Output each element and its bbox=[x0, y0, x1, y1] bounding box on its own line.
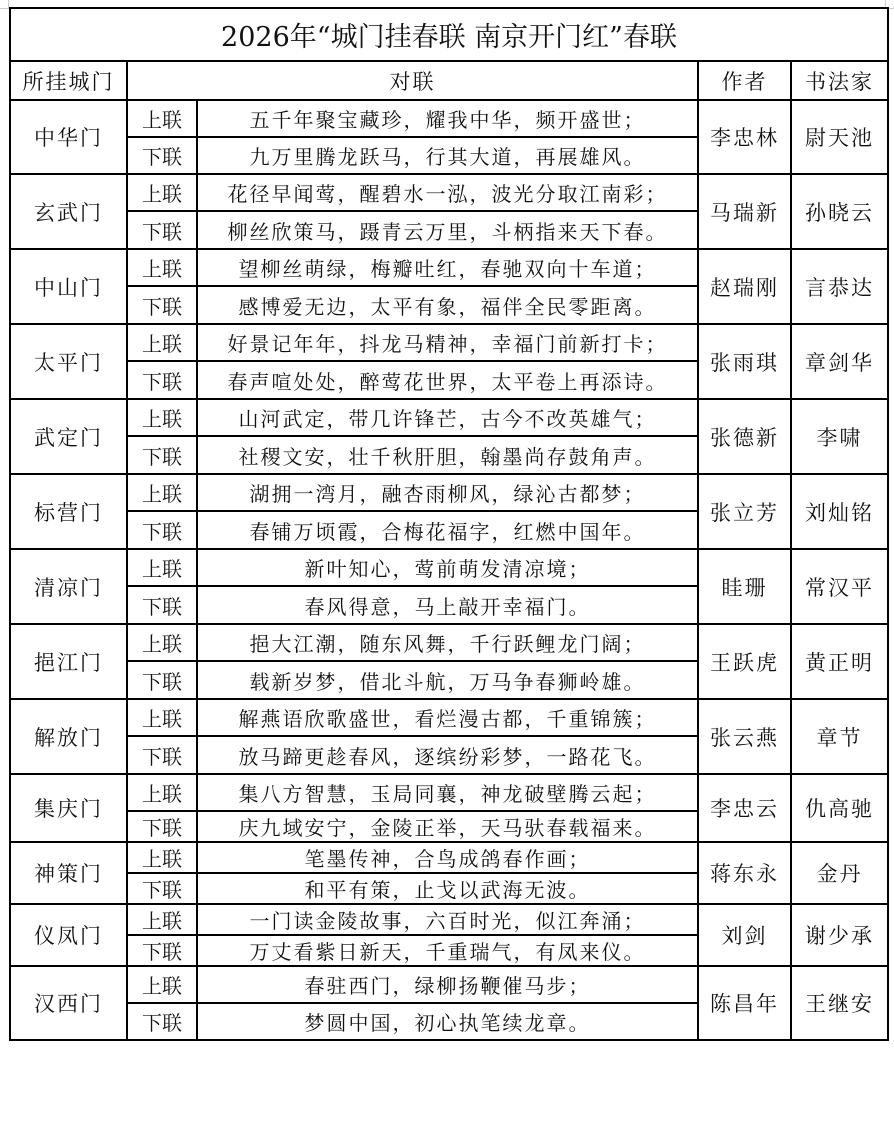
upper-label: 上联 bbox=[127, 399, 197, 436]
lower-label: 下联 bbox=[127, 1003, 197, 1040]
upper-label: 上联 bbox=[127, 842, 197, 873]
gate-name: 中山门 bbox=[10, 249, 127, 324]
author-name: 张立芳 bbox=[698, 474, 791, 549]
upper-label: 上联 bbox=[127, 624, 197, 661]
upper-couplet: 新叶知心，莺前萌发清凉境； bbox=[197, 549, 698, 586]
upper-couplet: 集八方智慧，玉局同襄，神龙破壁腾云起； bbox=[197, 774, 698, 811]
couplet-table bbox=[9, 7, 889, 1041]
upper-couplet: 山河武定，带几许锋芒，古今不改英雄气； bbox=[197, 399, 698, 436]
table-title: 2026年“城门挂春联 南京开门红”春联 bbox=[10, 8, 888, 61]
lower-couplet: 载新岁梦，借北斗航，万马争春狮岭雄。 bbox=[197, 661, 698, 699]
gate-name: 武定门 bbox=[10, 399, 127, 474]
author-name: 眭珊 bbox=[698, 549, 791, 624]
lower-couplet: 和平有策，止戈以武海无波。 bbox=[197, 873, 698, 904]
lower-couplet: 九万里腾龙跃马，行其大道，再展雄风。 bbox=[197, 137, 698, 174]
calligrapher-name: 王继安 bbox=[791, 966, 888, 1040]
header-couplet: 对联 bbox=[127, 61, 698, 100]
author-name: 马瑞新 bbox=[698, 174, 791, 249]
lower-couplet: 放马蹄更趁春风，逐缤纷彩梦，一路花飞。 bbox=[197, 736, 698, 774]
calligrapher-name: 尉天池 bbox=[791, 100, 888, 174]
lower-label: 下联 bbox=[127, 586, 197, 624]
lower-label: 下联 bbox=[127, 661, 197, 699]
gate-name: 挹江门 bbox=[10, 624, 127, 699]
calligrapher-name: 仇高驰 bbox=[791, 774, 888, 842]
gate-name: 仪凤门 bbox=[10, 904, 127, 966]
gate-name: 解放门 bbox=[10, 699, 127, 774]
table-row-upper bbox=[10, 474, 888, 511]
table-row-upper bbox=[10, 774, 888, 811]
gate-name: 玄武门 bbox=[10, 174, 127, 249]
author-name: 张云燕 bbox=[698, 699, 791, 774]
table-row-upper bbox=[10, 549, 888, 586]
calligrapher-name: 刘灿铭 bbox=[791, 474, 888, 549]
lower-label: 下联 bbox=[127, 361, 197, 399]
author-name: 张德新 bbox=[698, 399, 791, 474]
calligrapher-name: 章剑华 bbox=[791, 324, 888, 399]
upper-label: 上联 bbox=[127, 904, 197, 935]
upper-label: 上联 bbox=[127, 474, 197, 511]
upper-couplet: 花径早闻莺，醒碧水一泓，波光分取江南彩； bbox=[197, 174, 698, 211]
lower-label: 下联 bbox=[127, 873, 197, 904]
lower-couplet: 春铺万顷霞，合梅花福字，红燃中国年。 bbox=[197, 511, 698, 549]
calligrapher-name: 章节 bbox=[791, 699, 888, 774]
lower-couplet: 春风得意，马上敲开幸福门。 bbox=[197, 586, 698, 624]
upper-couplet: 望柳丝萌绿，梅瓣吐红，春驰双向十车道； bbox=[197, 249, 698, 286]
author-name: 赵瑞刚 bbox=[698, 249, 791, 324]
table-body bbox=[10, 100, 888, 1040]
upper-couplet: 湖拥一湾月，融杏雨柳风，绿沁古都梦； bbox=[197, 474, 698, 511]
author-name: 李忠林 bbox=[698, 100, 791, 174]
calligrapher-name: 李啸 bbox=[791, 399, 888, 474]
author-name: 张雨琪 bbox=[698, 324, 791, 399]
upper-couplet: 解燕语欣歌盛世，看烂漫古都，千重锦簇； bbox=[197, 699, 698, 736]
lower-couplet: 庆九域安宁，金陵正举，天马驮春载福来。 bbox=[197, 811, 698, 842]
table-row-upper bbox=[10, 324, 888, 361]
gate-name: 标营门 bbox=[10, 474, 127, 549]
table-row-upper bbox=[10, 624, 888, 661]
table-row-upper bbox=[10, 904, 888, 935]
lower-label: 下联 bbox=[127, 736, 197, 774]
calligrapher-name: 言恭达 bbox=[791, 249, 888, 324]
table-row-upper bbox=[10, 100, 888, 137]
table-row-upper bbox=[10, 699, 888, 736]
upper-label: 上联 bbox=[127, 966, 197, 1003]
upper-couplet: 挹大江潮，随东风舞，千行跃鲤龙门阔； bbox=[197, 624, 698, 661]
upper-couplet: 一门读金陵故事，六百时光，似江奔涌； bbox=[197, 904, 698, 935]
calligrapher-name: 孙晓云 bbox=[791, 174, 888, 249]
upper-label: 上联 bbox=[127, 249, 197, 286]
lower-label: 下联 bbox=[127, 935, 197, 966]
lower-label: 下联 bbox=[127, 811, 197, 842]
gate-name: 集庆门 bbox=[10, 774, 127, 842]
upper-couplet: 春驻西门，绿柳扬鞭催马步； bbox=[197, 966, 698, 1003]
lower-couplet: 社稷文安，壮千秋肝胆，翰墨尚存鼓角声。 bbox=[197, 436, 698, 474]
author-name: 陈昌年 bbox=[698, 966, 791, 1040]
calligrapher-name: 金丹 bbox=[791, 842, 888, 904]
upper-label: 上联 bbox=[127, 324, 197, 361]
table-row-upper bbox=[10, 399, 888, 436]
gate-name: 神策门 bbox=[10, 842, 127, 904]
lower-couplet: 春声喧处处，醉莺花世界，太平卷上再添诗。 bbox=[197, 361, 698, 399]
gate-name: 汉西门 bbox=[10, 966, 127, 1040]
lower-couplet: 柳丝欣策马，蹑青云万里，斗柄指来天下春。 bbox=[197, 211, 698, 249]
lower-label: 下联 bbox=[127, 511, 197, 549]
upper-label: 上联 bbox=[127, 774, 197, 811]
upper-label: 上联 bbox=[127, 100, 197, 137]
lower-couplet: 万丈看紫日新天，千重瑞气，有凤来仪。 bbox=[197, 935, 698, 966]
lower-label: 下联 bbox=[127, 286, 197, 324]
author-name: 李忠云 bbox=[698, 774, 791, 842]
upper-couplet: 笔墨传神，合鸟成鸽春作画； bbox=[197, 842, 698, 873]
lower-label: 下联 bbox=[127, 137, 197, 174]
header-gate: 所挂城门 bbox=[10, 61, 127, 100]
calligrapher-name: 黄正明 bbox=[791, 624, 888, 699]
gate-name: 中华门 bbox=[10, 100, 127, 174]
lower-couplet: 梦圆中国，初心执笔续龙章。 bbox=[197, 1003, 698, 1040]
lower-couplet: 感博爱无边，太平有象，福伴全民零距离。 bbox=[197, 286, 698, 324]
author-name: 蒋东永 bbox=[698, 842, 791, 904]
page-corner-mark-left bbox=[0, 0, 9, 9]
calligrapher-name: 常汉平 bbox=[791, 549, 888, 624]
lower-label: 下联 bbox=[127, 436, 197, 474]
lower-label: 下联 bbox=[127, 211, 197, 249]
table-row-upper bbox=[10, 174, 888, 211]
upper-couplet: 好景记年年，抖龙马精神，幸福门前新打卡； bbox=[197, 324, 698, 361]
author-name: 刘剑 bbox=[698, 904, 791, 966]
gate-name: 太平门 bbox=[10, 324, 127, 399]
gate-name: 清凉门 bbox=[10, 549, 127, 624]
table-row-upper bbox=[10, 966, 888, 1003]
header-author: 作者 bbox=[698, 61, 791, 100]
calligrapher-name: 谢少承 bbox=[791, 904, 888, 966]
upper-label: 上联 bbox=[127, 699, 197, 736]
upper-couplet: 五千年聚宝藏珍，耀我中华，频开盛世； bbox=[197, 100, 698, 137]
author-name: 王跃虎 bbox=[698, 624, 791, 699]
table-row-upper bbox=[10, 249, 888, 286]
table-row-upper bbox=[10, 842, 888, 873]
upper-label: 上联 bbox=[127, 174, 197, 211]
upper-label: 上联 bbox=[127, 549, 197, 586]
header-calligrapher: 书法家 bbox=[791, 61, 888, 100]
